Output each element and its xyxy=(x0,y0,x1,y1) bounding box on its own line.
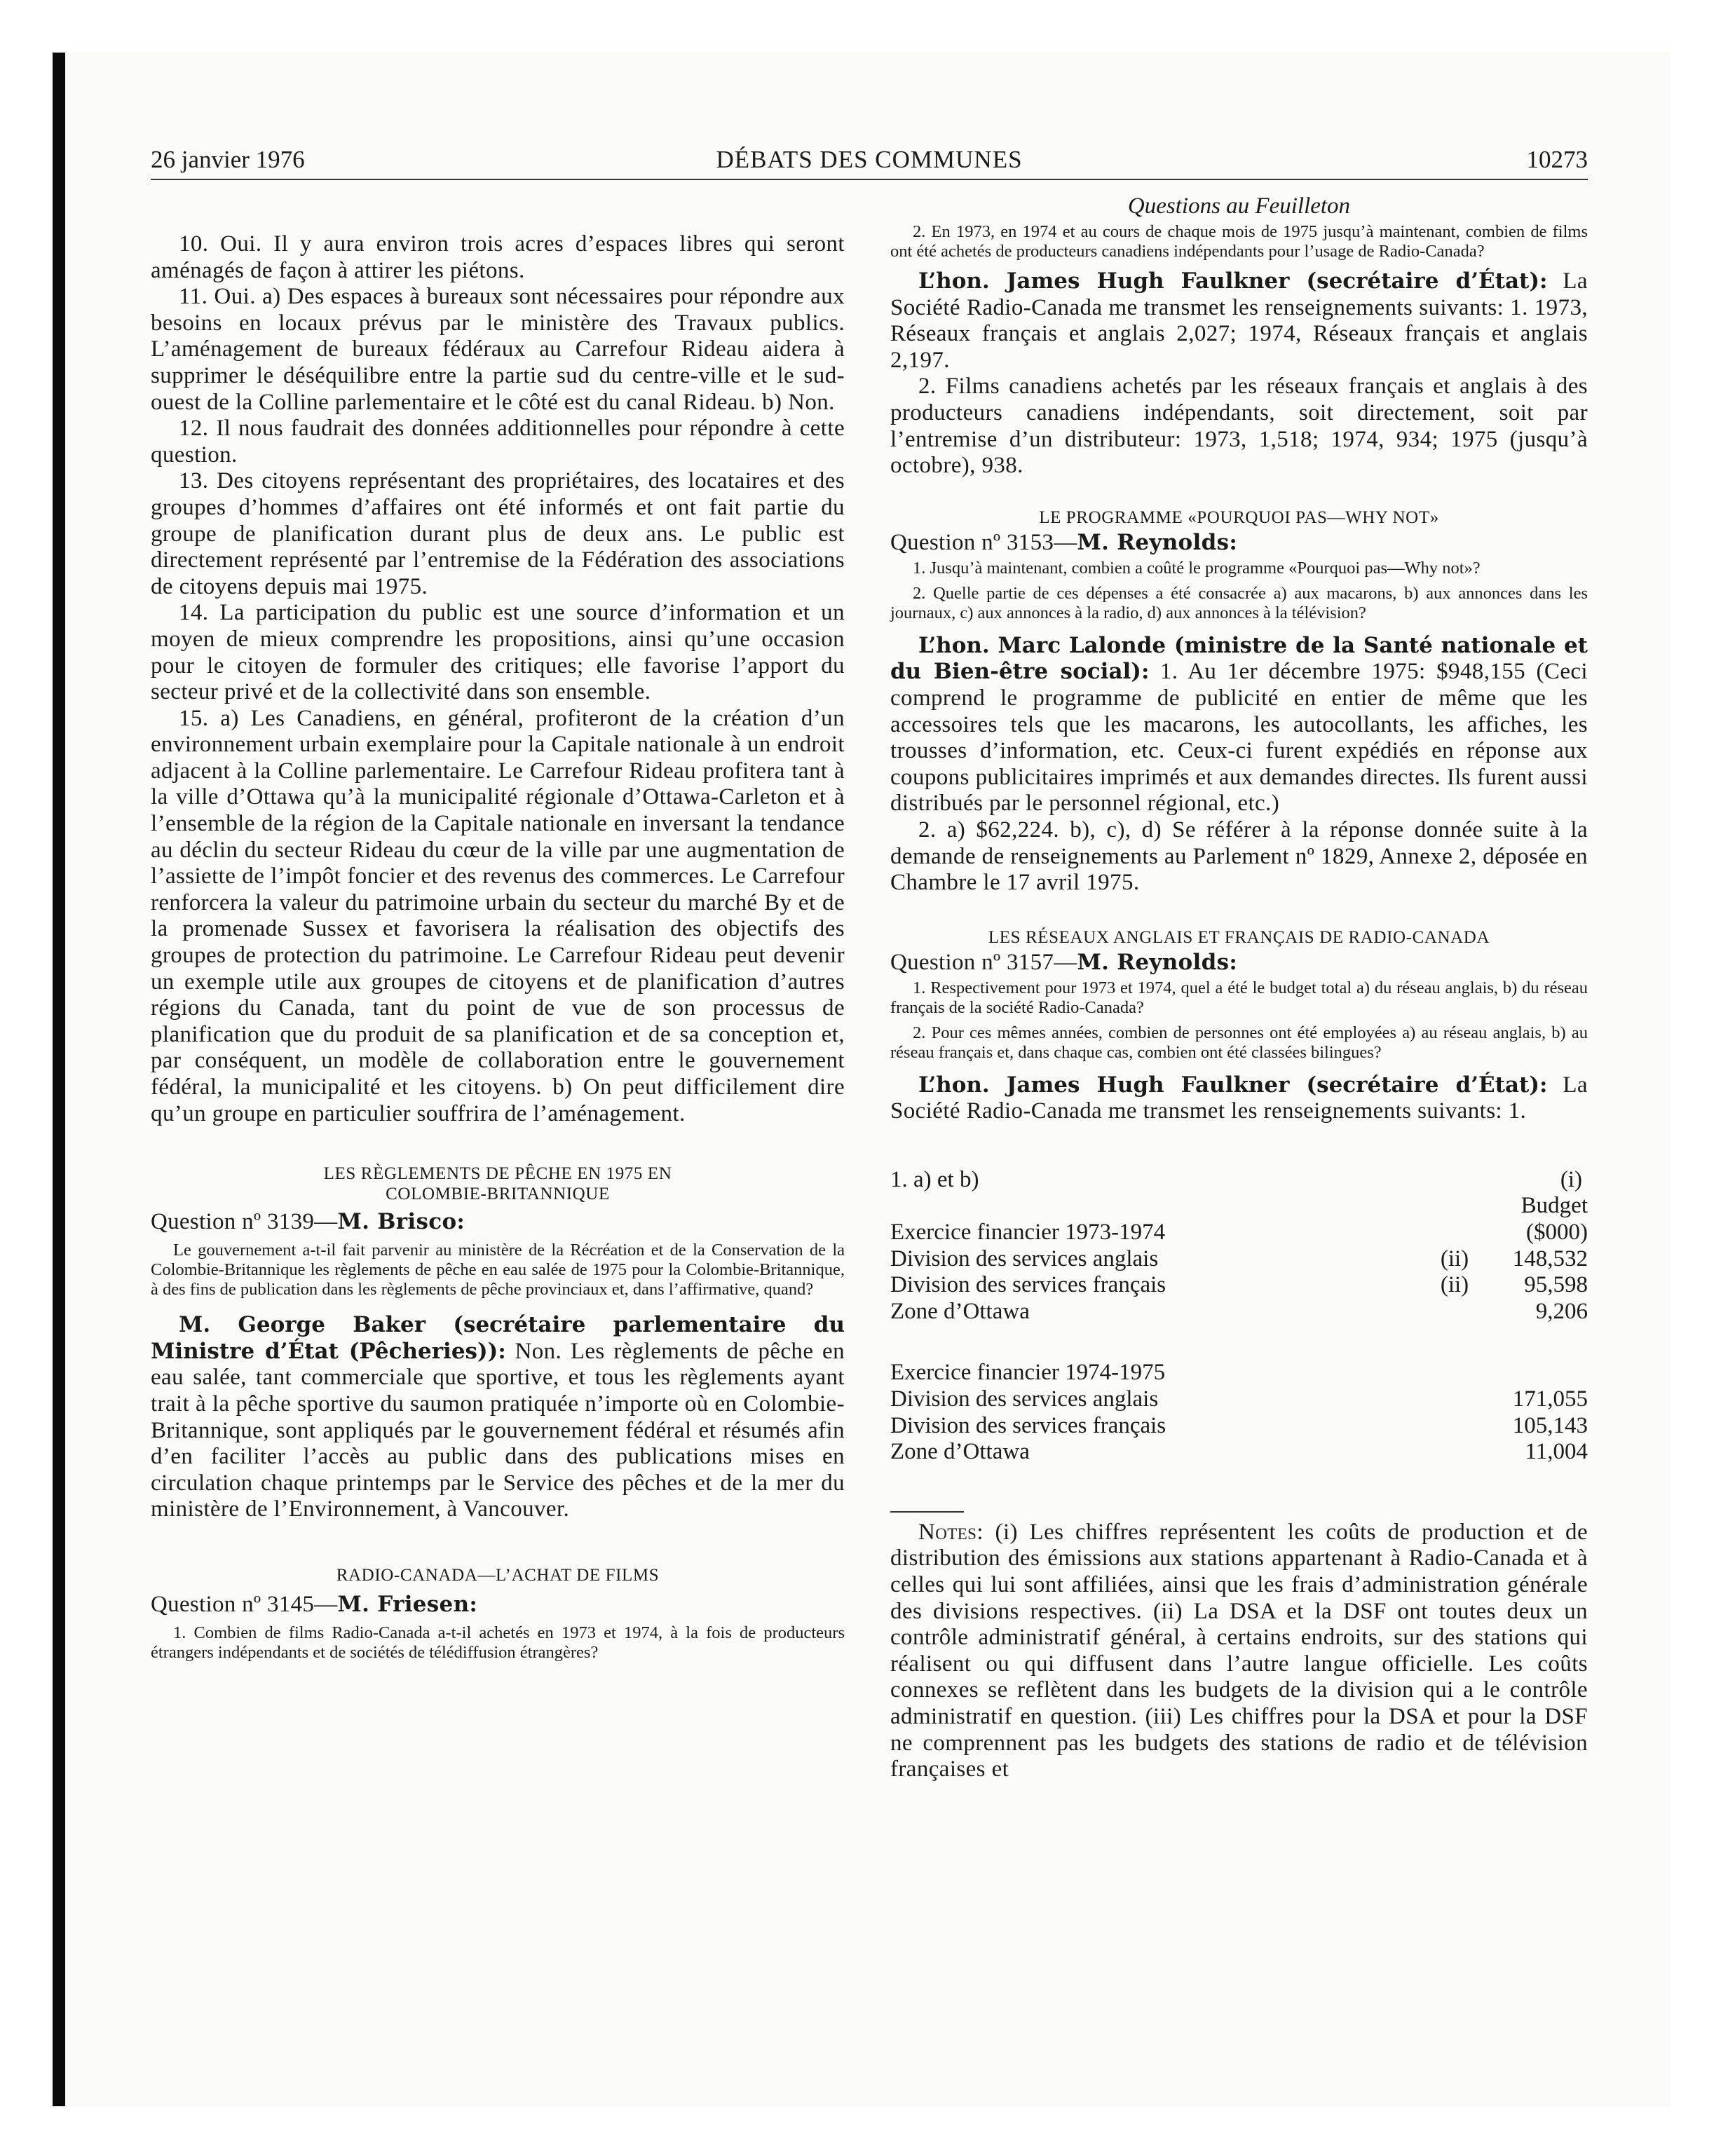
notes-divider xyxy=(890,1511,964,1513)
question-member: M. Reynolds: xyxy=(1077,529,1238,555)
program-answer-1 xyxy=(890,633,1588,817)
networks-answer xyxy=(890,1072,1588,1125)
films-question xyxy=(151,1591,845,1618)
program-question-1: 1. Jusqu’à maintenant, combien a coûté le programme «Pourquoi pas—Why not»? xyxy=(913,558,1481,578)
question-number: Question nº 3139— xyxy=(151,1209,338,1235)
row-note: (ii) xyxy=(1440,1272,1469,1298)
table-col-head-1: (i) xyxy=(1560,1166,1582,1192)
speaker-name: L’hon. James Hugh Faulkner (secrétaire d’État): xyxy=(918,1072,1548,1098)
program-heading: LE PROGRAMME «POURQUOI PAS—WHY NOT» xyxy=(1039,507,1439,527)
notes-label: Notes: xyxy=(918,1519,984,1545)
running-head xyxy=(151,144,1588,180)
row-value: 11,004 xyxy=(1525,1439,1588,1465)
answer-text: 1. Au 1er décembre 1975: $948,155 (Ceci comprend le programme de publicité en entier de même que les accessoires tels que les macarons, les autocollants, les affiches, les trousses d’information, etc. Ceux-ci furent expédiés en réponse aux coupons publicitaires imprimés et aux demandes directes. Ils furent aussi distribués par le personnel régional, etc.) xyxy=(890,659,1588,817)
answer-12: 12. Il nous faudrait des données additionnelles pour répondre à cette question. xyxy=(151,416,845,468)
header-date: 26 janvier 1976 xyxy=(151,146,305,173)
films-heading: RADIO-CANADA—L’ACHAT DE FILMS xyxy=(336,1565,660,1585)
question-member: M. Friesen: xyxy=(337,1591,478,1617)
question-member: M. Brisco: xyxy=(337,1209,465,1235)
answer-11: 11. Oui. a) Des espaces à bureaux sont nécessaires pour répondre aux besoins en locaux prévus par le ministère des Travaux publics. L’aménagement de bureaux fédéraux au Carrefour Rideau aidera à supprimer le déséquilibre entre la partie sud du centre-ville et le sud-ouest de la Colline parlementaire et le côté est du canal Rideau. b) Non. xyxy=(151,284,845,415)
program-question xyxy=(890,529,1588,556)
row-value: 105,143 xyxy=(1512,1412,1588,1438)
question-number: Question nº 3145— xyxy=(151,1591,338,1617)
answer-text: La Société Radio-Canada me transmet les renseignements suivants: 1. 1973, Réseaux français et anglais 2,027; 1974, Réseaux français et anglais 2,197. xyxy=(890,268,1588,373)
table-row xyxy=(890,1272,1588,1299)
header-page-number: 10273 xyxy=(1526,146,1588,173)
table-row xyxy=(890,1413,1588,1440)
table-col-head-3: ($000) xyxy=(1526,1220,1588,1246)
fiscal-year-label: Exercice financier 1973-1974 xyxy=(890,1220,1166,1246)
answer-text: La Société Radio-Canada me transmet les renseignements suivants: 1. xyxy=(890,1072,1588,1124)
answer-15: 15. a) Les Canadiens, en général, profiteront de la création d’un environnement urbain exemplaire pour la Capitale nationale à un endroit adjacent à la Colline parlementaire. Le Carrefour Rideau profitera tant à la ville d’Ottawa qu’à la municipalité régionale d’Ottawa-Carleton et à l’ensemble de la région de la Capitale nationale en inversant la tendance au déclin du secteur Rideau du cœur de la ville par une augmentation de l’assiette de l’impôt foncier et des revenus des commerces. Le Carrefour renforcera la valeur du patrimoine urbain du secteur du marché By et de la promenade Sussex et favorisera la réalisation des objectifs des groupes de protection du patrimoine. Le Carrefour Rideau peut devenir un exemple utile aux groupes de citoyens et de planification d’autres régions du Canada, tant du point de vue de son processus de planification que du produit de sa planification et de sa conception et, par conséquent, un modèle de collaboration entre le gouvernement fédéral, la municipalité et les citoyens. b) On peut difficilement dire qu’un groupe en particulier souffrira de l’aménagement. xyxy=(151,705,845,1126)
row-label: Division des services anglais xyxy=(890,1246,1159,1271)
table-row xyxy=(890,1299,1588,1325)
question-member: M. Reynolds: xyxy=(1077,949,1238,975)
row-label: Division des services anglais xyxy=(890,1386,1159,1412)
question-number: Question nº 3153— xyxy=(890,529,1077,555)
row-label: Division des services français xyxy=(890,1272,1166,1298)
films-question-2: 2. En 1973, en 1974 et au cours de chaque mois de 1975 jusqu’à maintenant, combien de films ont été achetés de producteurs canadiens indépendants pour l’usage de Radio-Canada? xyxy=(890,222,1588,261)
answer-13: 13. Des citoyens représentant des propriétaires, des locataires et des groupes d’hommes d’affaires ont été informés et ont fait partie du groupe de planification durant plus de deux ans. Le public est directement représenté par l’entremise de la Fédération des associations de citoyens depuis mai 1975. xyxy=(151,468,845,599)
feuilleton-subhead: Questions au Feuilleton xyxy=(1127,193,1351,219)
row-value: 171,055 xyxy=(1512,1386,1588,1412)
row-label: Zone d’Ottawa xyxy=(890,1298,1030,1324)
answer-text: Non. Les règlements de pêche en eau salée, tant commerciale que sportive, et tous les règlements ayant trait à la pêche sportive du saumon pratiquée n’importe où en Colombie-Britannique, sont appliqués par le gouvernement fédéral et résumés afin d’en faciliter l’accès au public dans des publications mises en circulation chaque printemps par le Service des pêches et de la mer du ministère de l’Environnement, à Vancouver. xyxy=(151,1338,845,1522)
row-value: 148,532 xyxy=(1512,1246,1588,1271)
speaker-name: L’hon. Marc Lalonde (ministre de la Santé nationale et du Bien-être social): xyxy=(890,632,1588,685)
networks-question xyxy=(890,949,1588,976)
fishing-heading-line1: LES RÈGLEMENTS DE PÊCHE EN 1975 EN xyxy=(323,1164,672,1184)
table-row xyxy=(890,1439,1588,1466)
left-column xyxy=(151,193,845,1663)
scan-edge xyxy=(53,53,65,2106)
fishing-answer xyxy=(151,1312,845,1523)
speaker-name: M. George Baker (secrétaire parlementaire du Ministre d’État (Pêcheries)): xyxy=(151,1312,845,1364)
question-number: Question nº 3157— xyxy=(890,949,1077,975)
table-row xyxy=(890,1386,1588,1413)
fiscal-year-label: Exercice financier 1974-1975 xyxy=(890,1360,1166,1386)
answer-10: 10. Oui. Il y aura environ trois acres d’espaces libres qui seront aménagés de façon à attirer les piétons. xyxy=(151,231,845,283)
speaker-name: L’hon. James Hugh Faulkner (secrétaire d’État): xyxy=(918,268,1548,294)
answer-14: 14. La participation du public est une source d’information et un moyen de mieux comprendre les propositions, ainsi qu’une occasion pour le citoyen de formuler des critiques; elle favorise l’apport du secteur privé et de la collectivité dans son ensemble. xyxy=(151,600,845,705)
table-notes xyxy=(890,1520,1588,1783)
fishing-question xyxy=(151,1208,845,1235)
budget-table xyxy=(890,1167,1588,1466)
fishing-heading-line2: COLOMBIE-BRITANNIQUE xyxy=(386,1185,610,1204)
table-col-head-2: Budget xyxy=(1520,1193,1588,1219)
fishing-question-text: Le gouvernement a-t-il fait parvenir au ministère de la Récréation et de la Conservation de la Colombie-Britannique les règlements de pêche en eau salée de 1975 pour la Colombie-Britannique, à des fins de publication dans les règlements de pêche provinciaux et, dans l’affirmative, quand? xyxy=(151,1241,845,1299)
row-value: 95,598 xyxy=(1524,1272,1588,1298)
networks-question-1: 1. Respectivement pour 1973 et 1974, quel a été le budget total a) du réseau anglais, b) du réseau français de la société Radio-Canada? xyxy=(890,978,1588,1017)
row-value: 9,206 xyxy=(1535,1298,1588,1324)
networks-question-2: 2. Pour ces mêmes années, combien de personnes ont été employées a) au réseau anglais, b) au réseau français et, dans chaque cas, combien ont été classées bilingues? xyxy=(890,1023,1588,1062)
films-answer-2: 2. Films canadiens achetés par les réseaux français et anglais à des producteurs canadiens indépendants, soit directement, soit par l’entremise d’un distributeur: 1973, 1,518; 1974, 934; 1975 (jusqu’à octobre), 938. xyxy=(890,374,1588,479)
program-question-2: 2. Quelle partie de ces dépenses a été consacrée a) aux macarons, b) aux annonces dans les journaux, c) aux annonces à la radio, d) aux annonces à la télévision? xyxy=(890,583,1588,622)
films-answer-1 xyxy=(890,268,1588,374)
films-question-text: 1. Combien de films Radio-Canada a-t-il achetés en 1973 et 1974, à la fois de producteurs étrangers indépendants et de sociétés de télédiffusion étrangères? xyxy=(151,1623,845,1662)
networks-heading: LES RÉSEAUX ANGLAIS ET FRANÇAIS DE RADIO-CANADA xyxy=(988,927,1490,947)
row-note: (ii) xyxy=(1440,1246,1469,1271)
table-intro: 1. a) et b) xyxy=(890,1166,979,1192)
row-label: Zone d’Ottawa xyxy=(890,1439,1030,1465)
program-answer-2: 2. a) $62,224. b), c), d) Se référer à la réponse donnée suite à la demande de renseignements au Parlement nº 1829, Annexe 2, déposée en Chambre le 17 avril 1975. xyxy=(890,817,1588,896)
row-label: Division des services français xyxy=(890,1412,1166,1438)
table-row xyxy=(890,1246,1588,1273)
right-column xyxy=(890,193,1588,1783)
notes-text: (i) Les chiffres représentent les coûts de production et de distribution des émissions aux stations appartenant à Radio-Canada et à celles qui lui sont affiliées, ainsi que les frais d’administration générale des divisions respectives. (ii) La DSA et la DSF ont toutes deux un contrôle administratif général, à certains endroits, sur des stations qui réalisent ou qui diffusent dans l’autre langue officielle. Les coûts connexes se reflètent dans les budgets de la division qui a le contrôle administratif en question. (iii) Les chiffres pour la DSA et pour la DSF ne comprennent pas les budgets des stations de radio et de télévision françaises et xyxy=(890,1519,1588,1782)
header-title: DÉBATS DES COMMUNES xyxy=(716,146,1023,173)
